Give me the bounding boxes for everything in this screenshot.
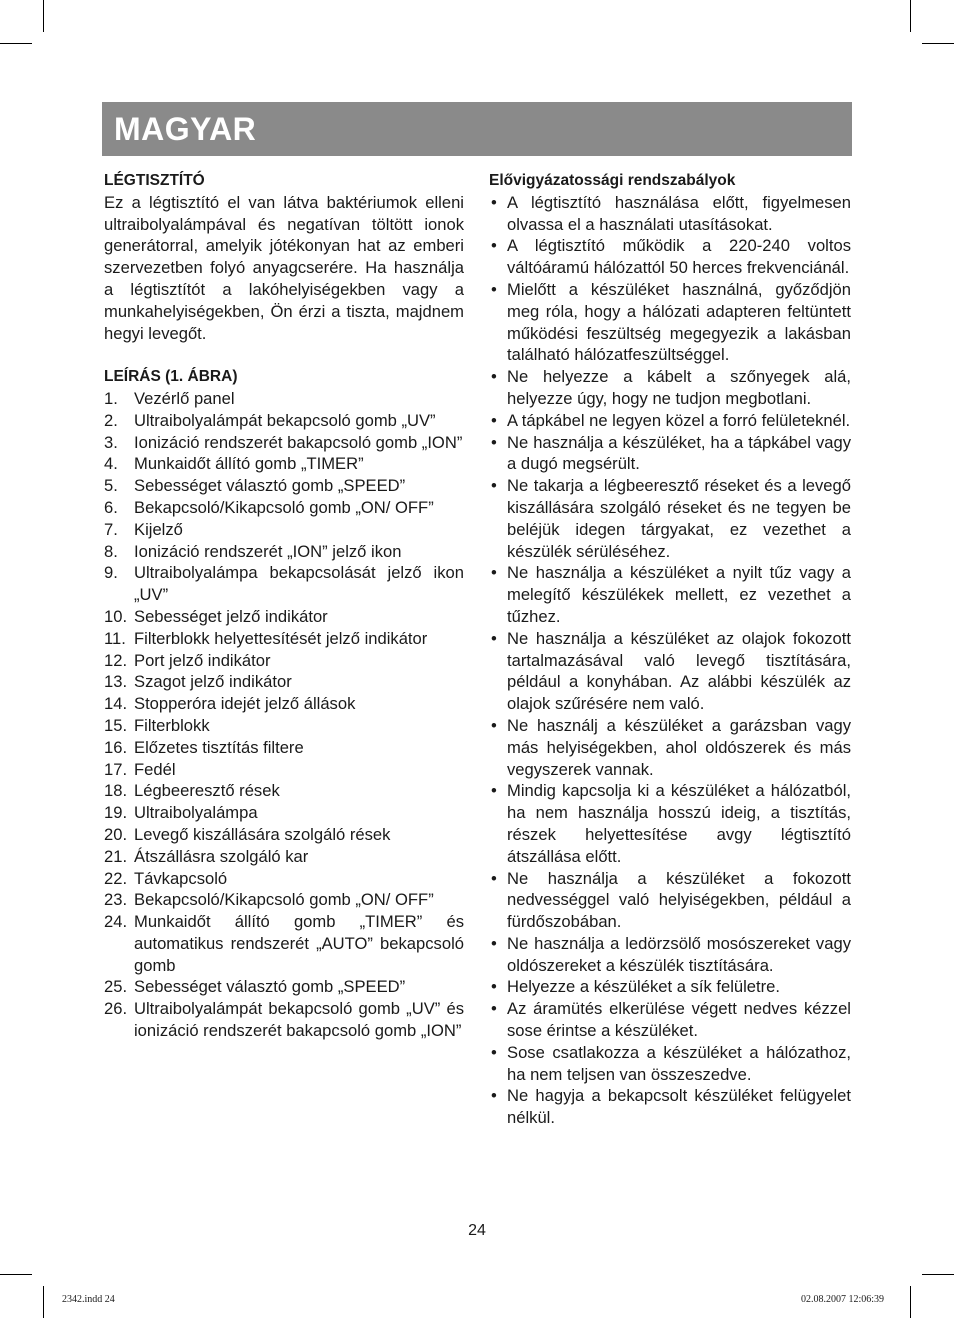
- bullet-icon: •: [491, 1042, 497, 1062]
- parts-list: [104, 388, 464, 1042]
- rule-text: A légtisztító használása előtt, figyelmesen olvassa el a használati utasításokat.: [507, 192, 851, 234]
- bullet-icon: •: [491, 476, 497, 496]
- list-item-number: 4.: [104, 454, 118, 474]
- file-slug: 2342.indd 24: [62, 1294, 115, 1305]
- rule-text: Ne használja a készüléket az olajok fokozott tartalmazásával való levegő tisztítására, például a konyhában. Az alábbi készülék az olajok szűrésére nem való.: [507, 628, 851, 714]
- list-item: [489, 1042, 851, 1086]
- list-item-number: 12.: [104, 650, 128, 670]
- bullet-icon: •: [491, 628, 497, 648]
- list-item-number: 25.: [104, 977, 128, 997]
- list-item-number: 11.: [104, 628, 126, 648]
- list-item: [104, 889, 464, 911]
- bullet-icon: •: [491, 367, 497, 387]
- list-item-number: 20.: [104, 824, 128, 844]
- list-item-number: 26.: [104, 999, 128, 1019]
- list-item: [489, 998, 851, 1042]
- list-item-text: Ionizáció rendszerét bakapcsoló gomb „ION”: [134, 432, 463, 452]
- bullet-icon: •: [491, 999, 497, 1019]
- list-item-text: Sebességet választó gomb „SPEED”: [134, 977, 406, 997]
- rule-text: Ne használj a készüléket a garázsban vagy más helyiségekben, ahol oldószerek és más vegyszerek vannak.: [507, 715, 851, 779]
- list-item: [104, 802, 464, 824]
- list-item-text: Levegő kiszállására szolgáló rések: [134, 824, 391, 844]
- rule-text: Ne használja a készüléket a nyilt tűz vagy a melegítő készülékek mellett, ez vezethet a tűzhez.: [507, 563, 851, 626]
- spacer: [104, 344, 464, 366]
- list-item-number: 14.: [104, 694, 128, 714]
- list-item-text: Filterblokk: [134, 715, 210, 735]
- right-column: [489, 170, 851, 1129]
- list-item: [489, 715, 851, 780]
- list-item: [104, 410, 464, 432]
- list-item: [104, 562, 464, 606]
- list-item: [489, 1085, 851, 1129]
- list-item: [489, 780, 851, 867]
- section-heading-description: LEÍRÁS (1. ÁBRA): [104, 368, 238, 386]
- list-item: [104, 780, 464, 802]
- list-item-number: 9.: [104, 563, 118, 583]
- list-item-number: 13.: [104, 672, 128, 692]
- list-item-text: Munkaidőt állító gomb „TIMER” és automatikus rendszerét „AUTO” bekapcsoló gomb: [134, 912, 464, 975]
- list-item-text: Átszállásra szolgáló kar: [134, 846, 309, 866]
- rule-text: Ne takarja a légbeeresztő réseket és a levegő kiszállására szolgáló réseket és ne tegyen be beléjük idegen tárgyakat, ez vezethet a készülék sérüléséhez.: [507, 476, 851, 561]
- crop-mark: [0, 1274, 32, 1275]
- bullet-icon: •: [491, 715, 497, 735]
- list-item: [104, 541, 464, 563]
- language-banner: MAGYAR: [102, 102, 852, 156]
- list-item: [104, 846, 464, 868]
- list-item-number: 21.: [104, 846, 128, 866]
- list-item-number: 2.: [104, 410, 118, 430]
- list-item-text: Szagot jelző indikátor: [134, 672, 292, 692]
- list-item: [489, 192, 851, 236]
- intro-paragraph: Ez a légtisztító el van látva baktériumok elleni ultraibolyalámpával és negatívan töltött ionok generátorral, amelyik jótékonyan hat az emberi szervezetben folyó anyagcserére. Ha használja a légtisztítót a lakóhelyiségekben vagy a munkahelyiségekben, Ön érzi a tiszta, majdnem hegyi levegőt.: [104, 192, 464, 343]
- list-item: [104, 606, 464, 628]
- list-item-number: 6.: [104, 497, 118, 517]
- rule-text: Ne használja a készüléket, ha a tápkábel vagy a dugó megsérült.: [507, 432, 851, 474]
- list-item-text: Ultraibolyalámpát bekapcsoló gomb „UV” és ionizáció rendszerét bakapcsoló gomb „ION”: [134, 999, 464, 1041]
- rule-text: Ne hagyja a bekapcsolt készüléket felügyelet nélkül.: [507, 1086, 851, 1128]
- list-item: [104, 868, 464, 890]
- list-item-number: 17.: [104, 759, 128, 779]
- bullet-icon: •: [491, 1086, 497, 1106]
- list-item-text: Előzetes tisztítás filtere: [134, 737, 304, 757]
- list-item-number: 8.: [104, 541, 118, 561]
- crop-mark: [910, 0, 911, 32]
- list-item-text: Ultraibolyalámpa bekapcsolását jelző ikon „UV”: [134, 563, 464, 605]
- rule-text: Helyezze a készüléket a sík felületre.: [507, 977, 781, 997]
- list-item-text: Bekapcsoló/Kikapcsoló gomb „ON/ OFF”: [134, 497, 434, 517]
- rule-text: Mielőtt a készüléket használná, győződjön meg róla, hogy a hálózati adapteren feltüntett működési feszültség megegyezik a lakásban található hálózatfeszültséggel.: [507, 279, 851, 365]
- list-item-text: Fedél: [134, 759, 176, 779]
- section-heading-safety: Elővigyázatossági rendszabályok: [489, 172, 736, 189]
- page-number: 24: [468, 1222, 486, 1239]
- list-item-number: 10.: [104, 606, 128, 626]
- crop-mark: [43, 1286, 44, 1318]
- list-item: [104, 519, 464, 541]
- list-item: [104, 388, 464, 410]
- left-column: [104, 170, 464, 1042]
- list-item: [104, 976, 464, 998]
- rule-text: Mindig kapcsolja ki a készüléket a hálózatból, ha nem használja hosszú ideig, a tisztítás, részek helyettesítése avgy légtisztító átszállása előtt.: [507, 781, 851, 866]
- list-item: [104, 693, 464, 715]
- list-item: [489, 366, 851, 410]
- list-item-number: 3.: [104, 432, 118, 452]
- bullet-icon: •: [491, 192, 497, 212]
- list-item-number: 16.: [104, 737, 128, 757]
- list-item: [104, 453, 464, 475]
- bullet-icon: •: [491, 868, 497, 888]
- bullet-icon: •: [491, 432, 497, 452]
- list-item: [489, 279, 851, 366]
- list-item-text: Filterblokk helyettesítését jelző indikátor: [134, 628, 428, 648]
- list-item: [489, 868, 851, 933]
- list-item-number: 24.: [104, 912, 128, 932]
- list-item-text: Légbeeresztő rések: [134, 781, 280, 801]
- list-item: [104, 671, 464, 693]
- list-item: [489, 628, 851, 715]
- crop-mark: [922, 43, 954, 44]
- list-item: [104, 911, 464, 976]
- list-item: [104, 824, 464, 846]
- list-item: [489, 432, 851, 476]
- list-item-text: Bekapcsoló/Kikapcsoló gomb „ON/ OFF”: [134, 890, 434, 910]
- bullet-icon: •: [491, 563, 497, 583]
- list-item-text: Stopperóra idejét jelző állások: [134, 694, 356, 714]
- list-item-number: 7.: [104, 519, 118, 539]
- rule-text: Ne helyezze a kábelt a szőnyegek alá, helyezze úgy, hogy ne tudjon megbotlani.: [507, 367, 851, 408]
- crop-mark: [43, 0, 44, 32]
- list-item: [489, 475, 851, 562]
- list-item-text: Sebességet választó gomb „SPEED”: [134, 476, 406, 496]
- crop-mark: [922, 1274, 954, 1275]
- crop-mark: [910, 1286, 911, 1318]
- safety-rules-list: [489, 192, 851, 1129]
- rule-text: Ne használja a ledörzsölő mosószereket vagy oldószereket a készülék tisztítására.: [507, 933, 851, 975]
- date-slug: 02.08.2007 12:06:39: [800, 1294, 884, 1305]
- list-item-text: Munkaidőt állító gomb „TIMER”: [134, 454, 364, 474]
- list-item: [104, 628, 464, 650]
- list-item: [489, 410, 851, 432]
- bullet-icon: •: [491, 933, 497, 953]
- bullet-icon: •: [491, 410, 497, 430]
- bullet-icon: •: [491, 236, 497, 256]
- rule-text: A légtisztító működik a 220-240 voltos váltóáramú hálózattól 50 herces frekvenciánál.: [507, 236, 851, 278]
- list-item-text: Ultraibolyalámpát bekapcsoló gomb „UV”: [134, 410, 436, 430]
- list-item-text: Távkapcsoló: [134, 868, 228, 888]
- rule-text: Az áramütés elkerülése végett nedves kézzel sose érintse a készüléket.: [507, 999, 851, 1041]
- list-item: [104, 475, 464, 497]
- list-item: [104, 715, 464, 737]
- list-item-number: 22.: [104, 868, 128, 888]
- list-item-number: 23.: [104, 890, 128, 910]
- crop-mark: [0, 43, 32, 44]
- list-item-text: Ionizáció rendszerét „ION” jelző ikon: [134, 541, 402, 561]
- list-item-text: Ultraibolyalámpa: [134, 803, 258, 823]
- list-item: [104, 737, 464, 759]
- bullet-icon: •: [491, 781, 497, 801]
- list-item-text: Port jelző indikátor: [134, 650, 271, 670]
- list-item-text: Sebességet jelző indikátor: [134, 606, 328, 626]
- list-item-text: Kijelző: [134, 519, 183, 539]
- list-item: [104, 759, 464, 781]
- rule-text: Ne használja a készüléket a fokozott nedvességgel való helyiségekben, például a fürdőszobában.: [507, 868, 851, 932]
- section-heading-air-purifier: LÉGTISZTÍTÓ: [104, 172, 205, 189]
- list-item: [489, 562, 851, 627]
- list-item: [104, 497, 464, 519]
- list-item: [489, 976, 851, 998]
- list-item: [104, 998, 464, 1042]
- list-item-text: Vezérlő panel: [134, 388, 235, 408]
- list-item-number: 18.: [104, 781, 128, 801]
- list-item-number: 19.: [104, 803, 128, 823]
- list-item-number: 1.: [104, 388, 118, 408]
- list-item-number: 5.: [104, 476, 118, 496]
- rule-text: A tápkábel ne legyen közel a forró felületeknél.: [507, 410, 851, 430]
- rule-text: Sose csatlakozza a készüléket a hálózathoz, ha nem teljsen van összeszedve.: [507, 1042, 851, 1084]
- bullet-icon: •: [491, 279, 497, 299]
- list-item: [489, 933, 851, 977]
- list-item: [104, 650, 464, 672]
- list-item-number: 15.: [104, 715, 128, 735]
- bullet-icon: •: [491, 977, 497, 997]
- list-item: [489, 235, 851, 279]
- list-item: [104, 432, 464, 454]
